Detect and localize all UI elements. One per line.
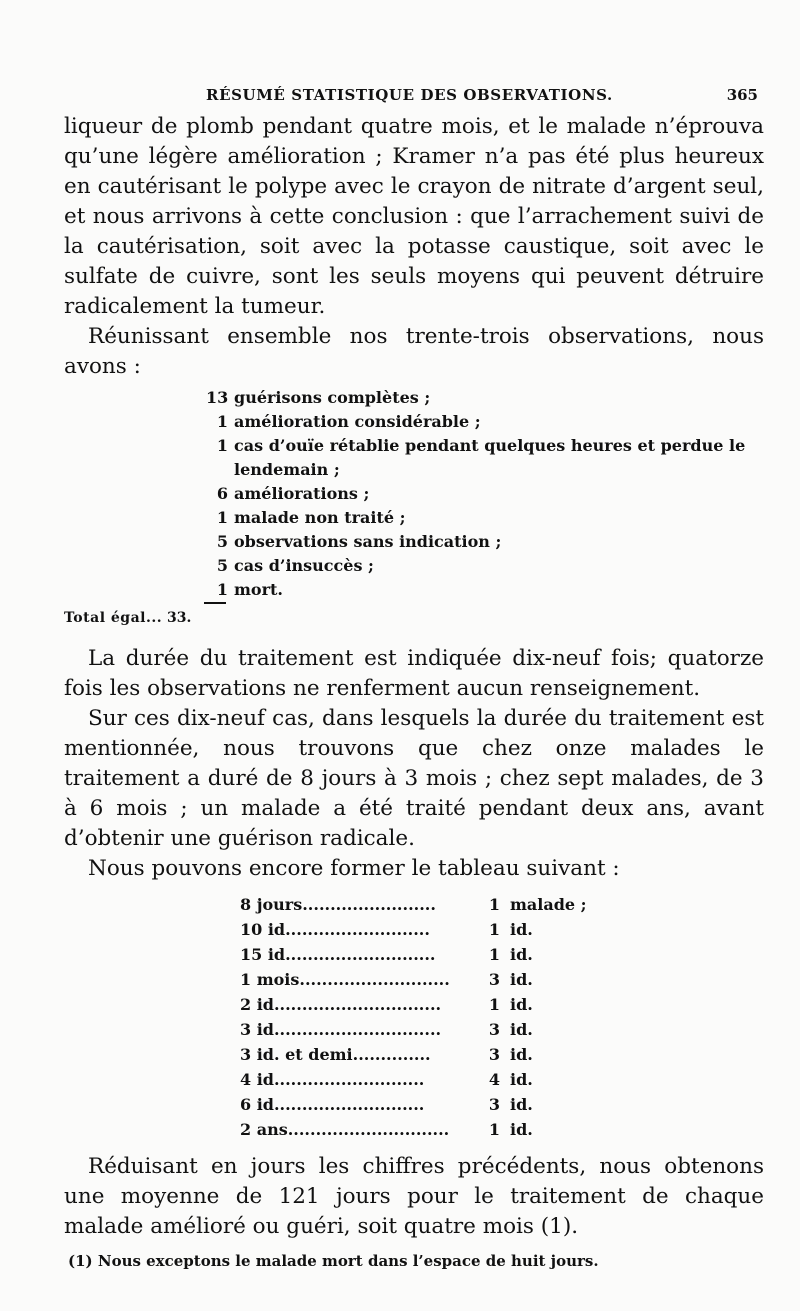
count-cell: 3 — [488, 1020, 500, 1039]
result-count: 1 — [216, 580, 228, 599]
list-item — [64, 506, 764, 530]
page-content — [64, 72, 764, 1270]
total-line — [64, 610, 764, 626]
duration-cell: 8 jours........................ — [240, 895, 436, 914]
table-row — [64, 967, 764, 992]
paragraph-cases: Sur ces dix-neuf cas, dans lesquels la durée du traitement est mentionnée, nous trouvons que chez onze malades le traitement a duré de 8 jours à 3 mois ; chez sept malades, de 3 à 6 mois ; un malade a été traité pendant deux ans, avant d’obtenir une guérison radicale. — [64, 706, 764, 851]
result-count: 1 — [216, 412, 228, 431]
paragraph-conclusion: Réduisant en jours les chiffres précédents, nous obtenons une moyenne de 121 jours pour le traitement de chaque malade amélioré ou guéri, soit quatre mois (1). — [64, 1154, 764, 1239]
duration-cell: 6 id........................... — [240, 1095, 425, 1114]
table-row — [64, 992, 764, 1017]
table-row — [64, 942, 764, 967]
duration-table — [64, 892, 764, 1142]
duration-cell: 1 mois........................... — [240, 970, 450, 989]
table-row — [64, 1092, 764, 1117]
patients-cell: id. — [510, 995, 533, 1014]
result-text: améliorations ; — [234, 484, 370, 503]
results-list — [64, 386, 764, 602]
patients-cell: id. — [510, 1095, 533, 1114]
page-number: 365 — [726, 86, 758, 104]
result-text: malade non traité ; — [234, 508, 406, 527]
table-row — [64, 1067, 764, 1092]
result-text: cas d’ouïe rétablie pendant quelques heures et perdue le lendemain ; — [234, 436, 746, 479]
patients-cell: id. — [510, 920, 533, 939]
paragraph-table-intro: Nous pouvons encore former le tableau suivant : — [88, 856, 620, 881]
result-text: guérisons complètes ; — [234, 388, 431, 407]
count-cell: 1 — [488, 1120, 500, 1139]
table-row — [64, 1017, 764, 1042]
paragraph-summary-intro: Réunissant ensemble nos trente-trois observations, nous avons : — [64, 324, 764, 379]
paragraph-continuation: liqueur de plomb pendant quatre mois, et le malade n’éprouva qu’une légère amélioration ; Kramer n’a pas été plus heureux en cautérisant le polype avec le crayon de nitrate d’argent seul, et nous arrivons à cette conclusion : que l’arrachement suivi de la cautérisation, soit avec la potasse caustique, soit avec le sulfate de cuivre, sont les seuls moyens qui peuvent détruire radicalement la tumeur. — [64, 114, 764, 319]
table-row — [64, 917, 764, 942]
list-item — [64, 554, 764, 578]
result-count: 5 — [216, 532, 228, 551]
list-item — [64, 410, 764, 434]
list-item — [64, 434, 764, 482]
total-value: 33. — [166, 610, 192, 626]
result-text: cas d’insuccès ; — [234, 556, 374, 575]
count-cell: 3 — [488, 1045, 500, 1064]
duration-cell: 3 id. et demi.............. — [240, 1045, 431, 1064]
paragraph-duration: La durée du traitement est indiquée dix-neuf fois; quatorze fois les observations ne renferment aucun renseignement. — [64, 646, 764, 701]
list-item — [64, 530, 764, 554]
running-head: RÉSUMÉ STATISTIQUE DES OBSERVATIONS. — [206, 86, 613, 104]
patients-cell: id. — [510, 945, 533, 964]
total-label: Total égal... — [64, 610, 163, 626]
patients-cell: id. — [510, 1020, 533, 1039]
count-cell: 1 — [488, 945, 500, 964]
duration-cell: 2 id.............................. — [240, 995, 442, 1014]
duration-cell: 10 id.......................... — [240, 920, 430, 939]
list-item — [64, 578, 764, 602]
list-item — [64, 482, 764, 506]
result-text: observations sans indication ; — [234, 532, 502, 551]
count-cell: 1 — [488, 895, 500, 914]
patients-cell: id. — [510, 970, 533, 989]
count-cell: 1 — [488, 995, 500, 1014]
result-count: 1 — [216, 508, 228, 527]
count-cell: 1 — [488, 920, 500, 939]
duration-cell: 15 id........................... — [240, 945, 436, 964]
table-row — [64, 892, 764, 917]
patients-cell: id. — [510, 1070, 533, 1089]
table-row — [64, 1117, 764, 1142]
patients-cell: malade ; — [510, 895, 587, 914]
result-count: 5 — [216, 556, 228, 575]
result-count: 13 — [206, 388, 229, 407]
count-cell: 4 — [488, 1070, 500, 1089]
patients-cell: id. — [510, 1045, 533, 1064]
count-cell: 3 — [488, 970, 500, 989]
patients-cell: id. — [510, 1120, 533, 1139]
count-cell: 3 — [488, 1095, 500, 1114]
duration-cell: 2 ans............................. — [240, 1120, 450, 1139]
footnote: (1) Nous exceptons le malade mort dans l’espace de huit jours. — [68, 1252, 599, 1270]
duration-cell: 4 id........................... — [240, 1070, 425, 1089]
duration-cell: 3 id.............................. — [240, 1020, 442, 1039]
result-text: amélioration considérable ; — [234, 412, 481, 431]
list-item — [64, 386, 764, 410]
result-count: 1 — [216, 436, 228, 455]
page-header — [64, 72, 764, 112]
result-text: mort. — [234, 580, 283, 599]
sum-rule — [204, 602, 226, 604]
result-count: 6 — [216, 484, 228, 503]
table-row — [64, 1042, 764, 1067]
